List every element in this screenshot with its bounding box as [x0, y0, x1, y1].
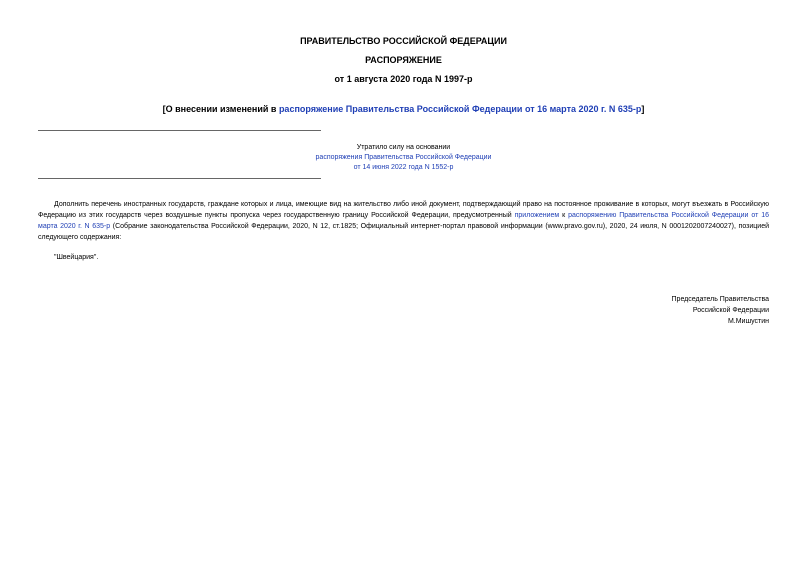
base-order-link[interactable]: распоряжению Правительства Российской Федерации от 16 марта 2020 г. N 635-р — [38, 212, 770, 230]
issuing-authority: ПРАВИТЕЛЬСТВО РОССИЙСКОЙ ФЕДЕРАЦИИ — [300, 36, 507, 46]
repeal-notice-line3-wrap — [0, 163, 807, 173]
signature-title-line1: Председатель Правительства — [671, 296, 769, 303]
repeal-notice-line2-wrap — [0, 153, 807, 163]
title-close-bracket: ] — [641, 104, 645, 114]
notice-top-rule — [38, 130, 321, 131]
body-paragraph — [38, 199, 769, 243]
repeal-order-link[interactable]: распоряжения Правительства Российской Федерации — [315, 154, 492, 161]
title-prefix: О внесении изменений в — [165, 104, 279, 114]
added-position-quote: "Швейцария". — [54, 254, 99, 261]
body-text-part2: к — [559, 212, 569, 219]
document-date-number: от 1 августа 2020 года N 1997-р — [334, 74, 473, 84]
signatory-name: М.Мишустин — [727, 318, 769, 325]
body-text-part1: Дополнить перечень иностранных государств, граждане которых и лица, имеющие вид на жительство либо иной документ, подтверждающий право на постоянное проживание в которых, могут въезжать в Российскую Федерацию из этих государств через воздушные пункты пропуска через государственную границу Российской Федерации, предусмотренный — [38, 201, 769, 219]
repeal-notice-line1: Утратило силу на основании — [356, 144, 451, 151]
title-open-bracket: [ — [162, 104, 166, 114]
document-title — [0, 104, 807, 115]
body-text-part3: (Собрание законодательства Российской Федерации, 2020, N 12, ст.1825; Официальный интернет-портал правовой информации (www.pravo.gov.ru), 2020, 24 июля, N 0001202007240027), позицией следующего содержания: — [38, 223, 769, 241]
title-amended-order-link[interactable]: распоряжение Правительства Российской Федерации от 16 марта 2020 г. N 635-р — [278, 104, 642, 114]
repeal-order-date-link[interactable]: от 14 июня 2022 года N 1552-р — [353, 164, 454, 171]
appendix-link[interactable]: приложением — [514, 212, 560, 219]
signature-title-line2: Российской Федерации — [692, 307, 769, 314]
notice-bottom-rule — [38, 178, 321, 179]
document-type: РАСПОРЯЖЕНИЕ — [365, 55, 442, 65]
